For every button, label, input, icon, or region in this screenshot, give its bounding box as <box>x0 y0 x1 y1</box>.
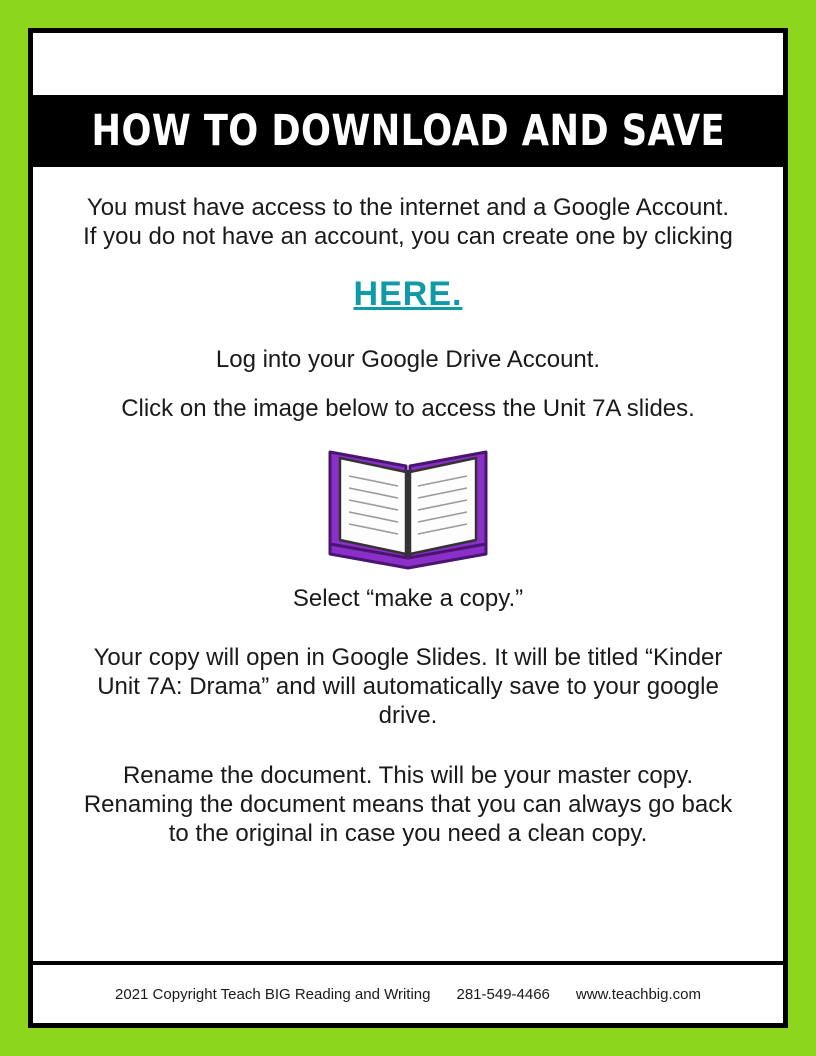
document-page <box>28 28 788 1028</box>
footer-website[interactable]: www.teachbig.com <box>575 985 701 1003</box>
open-book-icon[interactable] <box>318 436 498 576</box>
select-copy-paragraph: Select “make a copy.” <box>292 584 524 612</box>
spacer <box>71 731 745 761</box>
slides-image-link[interactable] <box>71 436 745 576</box>
title-bar <box>33 95 783 167</box>
spacer <box>71 613 745 643</box>
click-image-paragraph: Click on the image below to access the Unit 7A slides. <box>121 395 695 423</box>
top-margin <box>33 33 783 95</box>
your-copy-paragraph: Your copy will open in Google Slides. It will be titled “Kinder Unit 7A: Drama” and will automatically save to your google drive. <box>93 643 723 730</box>
page-title: HOW TO DOWNLOAD AND SAVE <box>91 106 725 156</box>
rename-paragraph: Rename the document. This will be your master copy. Renaming the document means that you can always go back to the original in case you need a clean copy. <box>83 761 733 848</box>
footer-phone: 281-549-4466 <box>456 985 550 1003</box>
content-area <box>33 167 783 961</box>
spacer <box>71 374 745 394</box>
spacer <box>71 319 745 345</box>
footer-copyright: 2021 Copyright Teach BIG Reading and Writing <box>115 985 431 1003</box>
login-paragraph: Log into your Google Drive Account. <box>215 346 601 373</box>
here-link[interactable]: HERE. <box>353 274 463 313</box>
footer <box>33 961 783 1023</box>
intro-paragraph: You must have access to the internet and a Google Account. If you do not have an account, you can create one by clicking <box>83 194 733 251</box>
